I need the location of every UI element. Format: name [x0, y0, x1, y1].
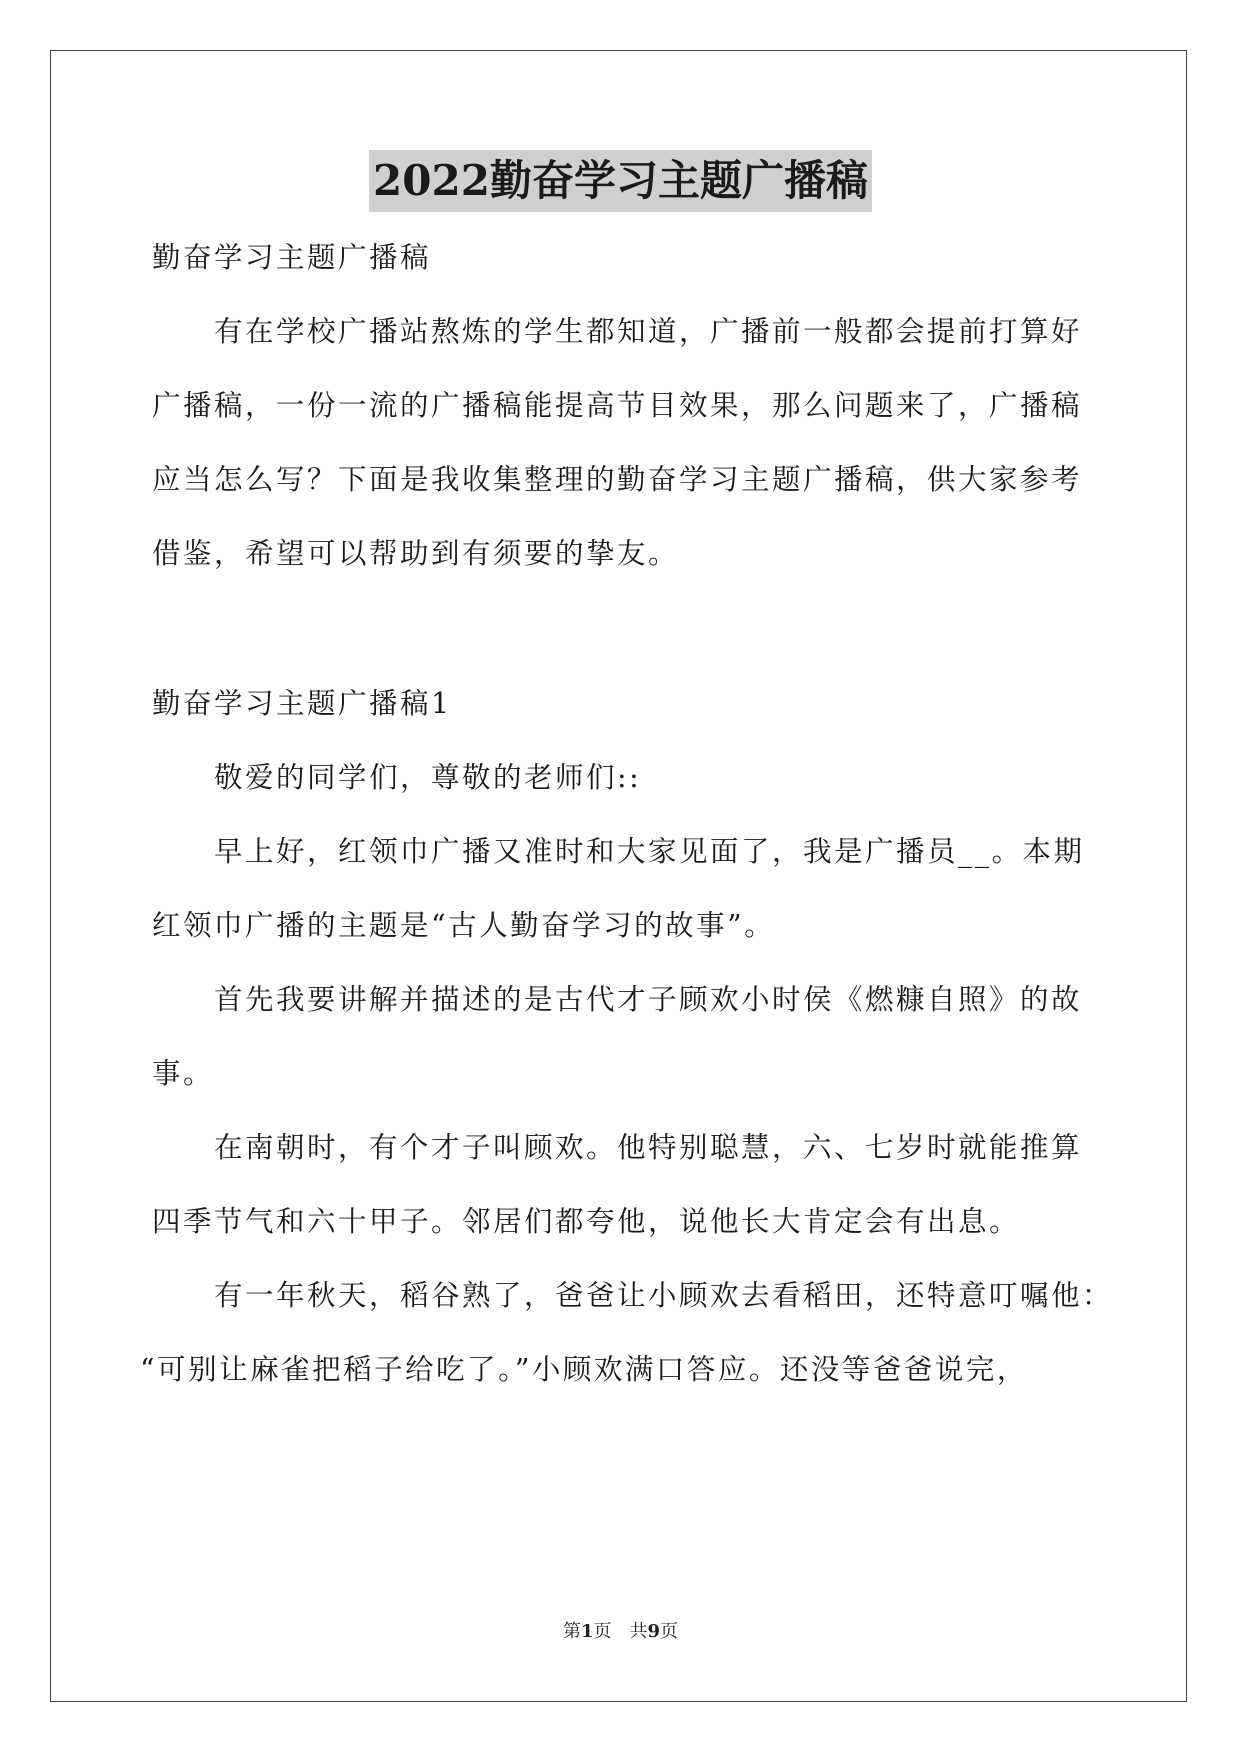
paragraph-line: 首先我要讲解并描述的是古代才子顾欢小时侯《燃糠自照》的故: [214, 983, 1083, 1016]
total-page-count: 9: [647, 1621, 661, 1642]
paragraph-line: “可别让麻雀把稻子给吃了。”小顾欢满口答应。还没等爸爸说完，: [140, 1353, 1028, 1386]
paragraph-line: 红领巾广播的主题是“古人勤奋学习的故事”。: [152, 909, 776, 942]
title-container: [0, 150, 1241, 212]
paragraph-line: 在南朝时，有个才子叫顾欢。他特别聪慧，六、七岁时就能推算: [214, 1131, 1083, 1164]
document-title: 2022勤奋学习主题广播稿: [369, 150, 872, 212]
paragraph-line: 借鉴，希望可以帮助到有须要的挚友。: [152, 537, 680, 570]
paragraph-line: 早上好，红领巾广播又准时和大家见面了，我是广播员__。本期: [214, 835, 1085, 868]
page-border: [50, 50, 1187, 1702]
paragraph-line: 有一年秋天，稻谷熟了，爸爸让小顾欢去看稻田，还特意叮嘱他：: [214, 1279, 1114, 1312]
page-footer: [0, 1620, 1241, 1644]
paragraph-line: 四季节气和六十甲子。邻居们都夸他，说他长大肯定会有出息。: [152, 1205, 1021, 1238]
section-heading: 勤奋学习主题广播稿1: [152, 687, 452, 720]
paragraph-line: 应当怎么写？下面是我收集整理的勤奋学习主题广播稿，供大家参考: [152, 463, 1083, 496]
footer-mid: 页 共: [593, 1621, 648, 1642]
paragraph-line: 事。: [152, 1057, 215, 1090]
current-page-number: 1: [580, 1621, 594, 1642]
footer-suffix: 页: [660, 1621, 679, 1642]
paragraph-line: 勤奋学习主题广播稿: [152, 241, 432, 274]
paragraph-line: 广播稿，一份一流的广播稿能提高节目效果，那么问题来了，广播稿: [152, 389, 1083, 422]
footer-prefix: 第: [562, 1621, 581, 1642]
paragraph-line: 敬爱的同学们，尊敬的老师们::: [214, 761, 642, 794]
paragraph-line: 有在学校广播站熬炼的学生都知道，广播前一般都会提前打算好: [214, 315, 1083, 348]
